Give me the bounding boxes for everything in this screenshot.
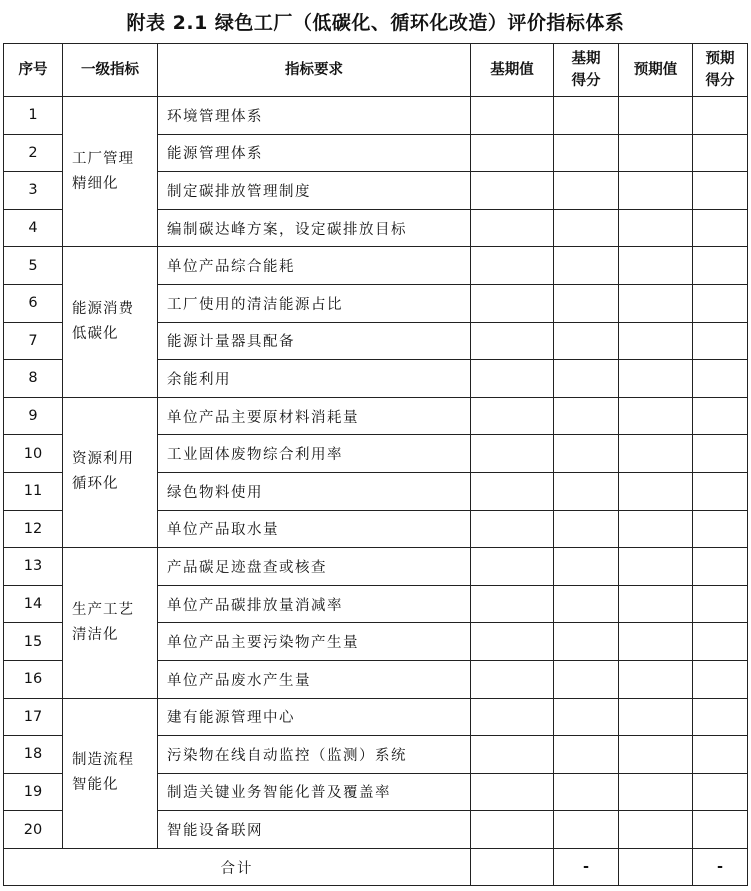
expected-value-cell[interactable] — [619, 510, 693, 548]
table-title: 附表 2.1 绿色工厂（低碳化、循环化改造）评价指标体系 — [126, 12, 625, 34]
requirement-cell: 单位产品碳排放量消减率 — [158, 585, 471, 623]
total-expected-value-cell[interactable] — [619, 848, 693, 886]
requirement-cell: 单位产品综合能耗 — [158, 247, 471, 285]
expected-value-cell[interactable] — [619, 773, 693, 811]
expected-score-cell[interactable] — [693, 548, 748, 586]
seq-cell: 7 — [4, 322, 63, 360]
category-cell: 能源消费 低碳化 — [63, 247, 158, 397]
requirement-cell: 污染物在线自动监控（监测）系统 — [158, 736, 471, 774]
header-expected-score: 预期 得分 — [693, 44, 748, 97]
expected-score-cell[interactable] — [693, 134, 748, 172]
expected-score-cell[interactable] — [693, 660, 748, 698]
seq-cell: 19 — [4, 773, 63, 811]
category-cell: 制造流程 智能化 — [63, 698, 158, 848]
expected-value-cell[interactable] — [619, 660, 693, 698]
header-expected-value: 预期值 — [619, 44, 693, 97]
base-score-cell[interactable] — [554, 585, 619, 623]
requirement-cell: 工厂使用的清洁能源占比 — [158, 284, 471, 322]
base-value-cell[interactable] — [471, 773, 554, 811]
seq-cell: 10 — [4, 435, 63, 473]
requirement-cell: 单位产品废水产生量 — [158, 660, 471, 698]
base-value-cell[interactable] — [471, 548, 554, 586]
total-expected-score-cell: - — [693, 848, 748, 886]
header-seq: 序号 — [4, 44, 63, 97]
requirement-cell: 制造关键业务智能化普及覆盖率 — [158, 773, 471, 811]
base-score-cell[interactable] — [554, 247, 619, 285]
expected-score-cell[interactable] — [693, 209, 748, 247]
header-base-value: 基期值 — [471, 44, 554, 97]
evaluation-index-table — [3, 43, 748, 886]
header-category: 一级指标 — [63, 44, 158, 97]
table-row — [4, 397, 748, 435]
requirement-cell: 智能设备联网 — [158, 811, 471, 849]
expected-value-cell[interactable] — [619, 811, 693, 849]
expected-value-cell[interactable] — [619, 698, 693, 736]
base-score-cell[interactable] — [554, 698, 619, 736]
base-value-cell[interactable] — [471, 811, 554, 849]
base-score-cell[interactable] — [554, 134, 619, 172]
seq-cell: 9 — [4, 397, 63, 435]
base-score-cell[interactable] — [554, 97, 619, 135]
seq-cell: 12 — [4, 510, 63, 548]
base-score-cell[interactable] — [554, 172, 619, 210]
table-row — [4, 698, 748, 736]
header-requirement: 指标要求 — [158, 44, 471, 97]
expected-score-cell[interactable] — [693, 360, 748, 398]
base-value-cell[interactable] — [471, 698, 554, 736]
table-row — [4, 97, 748, 135]
category-cell: 生产工艺 清洁化 — [63, 548, 158, 698]
expected-score-cell[interactable] — [693, 510, 748, 548]
seq-cell: 5 — [4, 247, 63, 285]
base-score-cell[interactable] — [554, 736, 619, 774]
requirement-cell: 单位产品主要原材料消耗量 — [158, 397, 471, 435]
expected-value-cell[interactable] — [619, 322, 693, 360]
seq-cell: 2 — [4, 134, 63, 172]
seq-cell: 15 — [4, 623, 63, 661]
base-score-cell[interactable] — [554, 811, 619, 849]
expected-score-cell[interactable] — [693, 472, 748, 510]
expected-value-cell[interactable] — [619, 435, 693, 473]
total-base-score-cell: - — [554, 848, 619, 886]
seq-cell: 16 — [4, 660, 63, 698]
base-score-cell[interactable] — [554, 360, 619, 398]
table-row — [4, 247, 748, 285]
expected-value-cell[interactable] — [619, 623, 693, 661]
expected-value-cell[interactable] — [619, 397, 693, 435]
expected-score-cell[interactable] — [693, 623, 748, 661]
requirement-cell: 制定碳排放管理制度 — [158, 172, 471, 210]
base-score-cell[interactable] — [554, 472, 619, 510]
category-cell: 工厂管理 精细化 — [63, 97, 158, 247]
expected-value-cell[interactable] — [619, 172, 693, 210]
total-label: 合计 — [4, 848, 471, 886]
requirement-cell: 产品碳足迹盘查或核查 — [158, 548, 471, 586]
requirement-cell: 能源管理体系 — [158, 134, 471, 172]
requirement-cell: 工业固体废物综合利用率 — [158, 435, 471, 473]
base-score-cell[interactable] — [554, 773, 619, 811]
seq-cell: 4 — [4, 209, 63, 247]
expected-score-cell[interactable] — [693, 284, 748, 322]
seq-cell: 20 — [4, 811, 63, 849]
base-value-cell[interactable] — [471, 97, 554, 135]
requirement-cell: 能源计量器具配备 — [158, 322, 471, 360]
expected-score-cell[interactable] — [693, 585, 748, 623]
base-score-cell[interactable] — [554, 397, 619, 435]
expected-value-cell[interactable] — [619, 284, 693, 322]
header-base-score: 基期 得分 — [554, 44, 619, 97]
base-score-cell[interactable] — [554, 548, 619, 586]
base-score-cell[interactable] — [554, 510, 619, 548]
seq-cell: 18 — [4, 736, 63, 774]
expected-value-cell[interactable] — [619, 209, 693, 247]
expected-score-cell[interactable] — [693, 435, 748, 473]
expected-score-cell[interactable] — [693, 773, 748, 811]
requirement-cell: 编制碳达峰方案，设定碳排放目标 — [158, 209, 471, 247]
expected-score-cell[interactable] — [693, 736, 748, 774]
expected-value-cell[interactable] — [619, 472, 693, 510]
expected-value-cell[interactable] — [619, 134, 693, 172]
base-score-cell[interactable] — [554, 322, 619, 360]
base-value-cell[interactable] — [471, 360, 554, 398]
base-value-cell[interactable] — [471, 435, 554, 473]
total-row — [4, 848, 748, 886]
base-value-cell[interactable] — [471, 397, 554, 435]
base-value-cell[interactable] — [471, 247, 554, 285]
base-value-cell[interactable] — [471, 585, 554, 623]
expected-value-cell[interactable] — [619, 360, 693, 398]
expected-value-cell[interactable] — [619, 585, 693, 623]
seq-cell: 14 — [4, 585, 63, 623]
expected-value-cell[interactable] — [619, 247, 693, 285]
seq-cell: 8 — [4, 360, 63, 398]
seq-cell: 6 — [4, 284, 63, 322]
base-score-cell[interactable] — [554, 284, 619, 322]
seq-cell: 1 — [4, 97, 63, 135]
requirement-cell: 单位产品主要污染物产生量 — [158, 623, 471, 661]
category-cell: 资源利用 循环化 — [63, 397, 158, 547]
expected-score-cell[interactable] — [693, 811, 748, 849]
requirement-cell: 建有能源管理中心 — [158, 698, 471, 736]
table-row — [4, 548, 748, 586]
base-value-cell[interactable] — [471, 510, 554, 548]
requirement-cell: 余能利用 — [158, 360, 471, 398]
base-score-cell[interactable] — [554, 209, 619, 247]
total-base-value-cell[interactable] — [471, 848, 554, 886]
base-value-cell[interactable] — [471, 472, 554, 510]
requirement-cell: 环境管理体系 — [158, 97, 471, 135]
header-row — [4, 44, 748, 97]
base-value-cell[interactable] — [471, 660, 554, 698]
base-value-cell[interactable] — [471, 322, 554, 360]
base-score-cell[interactable] — [554, 435, 619, 473]
expected-score-cell[interactable] — [693, 97, 748, 135]
base-score-cell[interactable] — [554, 660, 619, 698]
base-value-cell[interactable] — [471, 736, 554, 774]
requirement-cell: 单位产品取水量 — [158, 510, 471, 548]
expected-value-cell[interactable] — [619, 97, 693, 135]
expected-score-cell[interactable] — [693, 397, 748, 435]
seq-cell: 17 — [4, 698, 63, 736]
seq-cell: 13 — [4, 548, 63, 586]
base-value-cell[interactable] — [471, 209, 554, 247]
base-value-cell[interactable] — [471, 284, 554, 322]
base-value-cell[interactable] — [471, 172, 554, 210]
requirement-cell: 绿色物料使用 — [158, 472, 471, 510]
expected-score-cell[interactable] — [693, 322, 748, 360]
seq-cell: 11 — [4, 472, 63, 510]
expected-score-cell[interactable] — [693, 172, 748, 210]
base-value-cell[interactable] — [471, 623, 554, 661]
base-score-cell[interactable] — [554, 623, 619, 661]
expected-value-cell[interactable] — [619, 548, 693, 586]
expected-score-cell[interactable] — [693, 247, 748, 285]
base-value-cell[interactable] — [471, 134, 554, 172]
expected-score-cell[interactable] — [693, 698, 748, 736]
seq-cell: 3 — [4, 172, 63, 210]
expected-value-cell[interactable] — [619, 736, 693, 774]
